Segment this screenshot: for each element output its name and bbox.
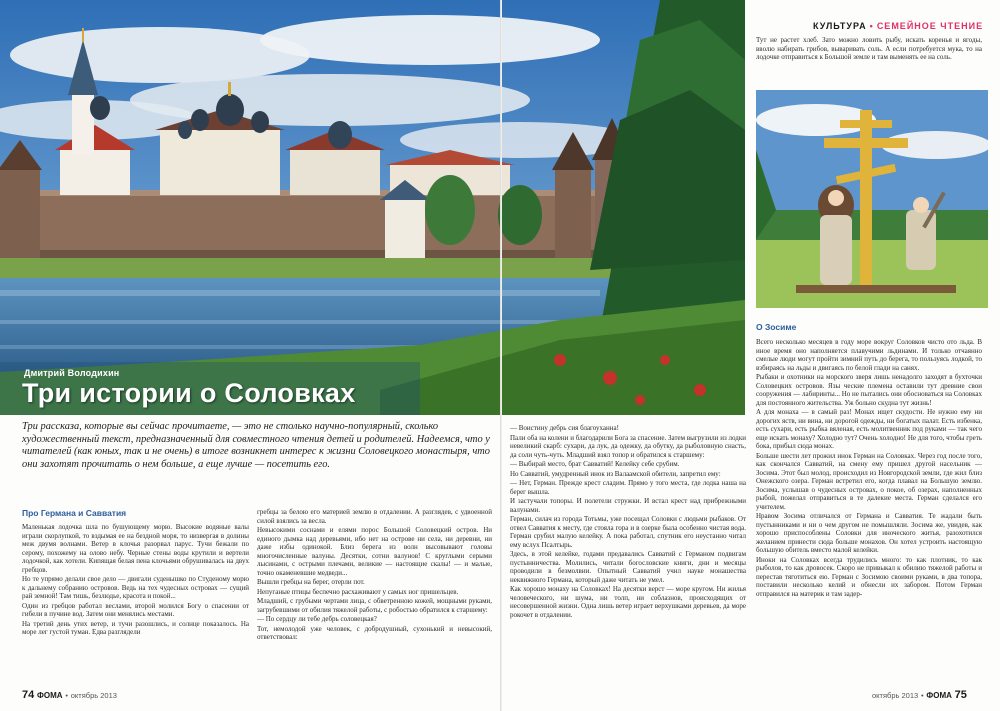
footer-separator-left: • [65, 691, 68, 700]
rubric-separator: • [869, 21, 874, 31]
paragraph: Рыбаки и охотники на морского зверя лишь ненадолго заходят в бухточки Соловецких островов. Язы ческие племена оставили тут древние свои сооружения — лабиринты... Но не пытались они обосноваться на Соловках для постоянного жительства. Уж больно скудна тут жизнь! [756, 373, 982, 407]
paragraph: Тут не растет хлеб. Зато можно ловить рыбу, искать коренья и ягоды, вволю набирать грибов, вываривать соль. А если потребуется мука, то на лодочке отправиться к Большой земле и там выменять ее на соль. [756, 36, 982, 61]
footer-left [22, 689, 117, 701]
page-gutter [500, 0, 502, 711]
paragraph: Здесь, в этой келейке, годами предавались Савватий с Германом подвигам пустынничества. Молились, читали богословские книги, дни и месяцы проводили в безмолвии. Опытный Савватий учил науке монашества неквижного Германа, который даже читать не умел. [510, 550, 746, 584]
paragraph: Всего несколько месяцев в году море вокруг Соловков чисто ото льда. В иное время оно наполняется плавучими льдинами. И только отчаянно смелые люди могут пройти зимний путь до берега, то пользуясь лодкой, то взбираясь на льды и двигаясь по белой глади на санях. [756, 338, 982, 372]
paragraph: Невысокими соснами и елями порос Большой Соловецкий остров. Ни единого дымка над деревьями, ибо нет на острове ни села, ни деревни, ни даже избы одинокой. Близ берега из волн высовывают головы многочисленные валуны. Десятки, сотни валунов! С круглыми серыми лысинами, с острыми плечами, великие — настоящие скалы! — и малые, точно окаменевшие медведи... [257, 526, 492, 577]
text-column-2 [257, 508, 492, 691]
author-byline: Дмитрий Володихин [24, 368, 120, 378]
paragraph: Как хорошо монаху на Соловках! На десятки верст — море кругом. Ни жилья человеческого, ни шума, ни толп, ни соблазнов, происходящих от несовершенной жизни. Одна лишь ветер играет верхушками деревьев, да море рокочет в отдалении. [510, 585, 746, 619]
rubric-primary: КУЛЬТУРА [813, 21, 867, 31]
page-number-right: 75 [954, 689, 967, 701]
paragraph: На третий день утих ветер, и тучи разошлись, и солнце показалось. На море лег густой туман. Едва разглядели [22, 619, 249, 636]
paragraph: Маленькая лодочка шла по бушующему морю. Высокие водяные валы играли скорлупкой, то вздымая ее на бездной моря, то низвергая в долины меж двумя волнами. Ветер в клочья разорвал парус. Тучи бежали по серому, похожему на олово небу. Черные стены воды крутили и вертели лодочкой, как хотели. Кипящая белая пена клочьями обрушивалась на двух гребцов. [22, 523, 249, 574]
page-number-left: 74 [22, 689, 35, 701]
paragraph: Пали оба на колени и благодарили Бога за спасение. Затем выгрузили из лодки невеликий скарб: сухари, да лук, да одежку, да обутку, да рыболовную снасть, да соли чуть-чуть. Младший взял топор и обратился к старшему: [510, 433, 746, 459]
paragraph: Непуганые птицы беспечно расхаживают у самых ног пришельцев. [257, 587, 459, 596]
text-column-top-right [756, 36, 982, 96]
paragraph: Иноки на Соловках всегда трудились много: то как плотник, то как рыболов, то как дровосек. Скоро не привыкал к обилию тяжелой работы и перестав тяготиться ею. Герман с Зосимою своими руками, в два топора, поставили несколько келий и обнесли их забором. Потом Герман отправился на материк и там задер- [756, 555, 982, 598]
paragraph: Вышли гребцы на берег, отерли пот. [257, 578, 365, 586]
monks-raising-cross-illustration [756, 90, 988, 308]
paragraph: Один из гребцов работал веслами, второй молился Богу о спасении от гибели в пучине вод. Затем они менялись местами. [22, 601, 249, 618]
section-rubric [813, 21, 983, 31]
paragraph: Но Савватий, умудренный инок из Валаамской обители, запретил ему: [510, 469, 721, 478]
paragraph: — По сердцу ли тебе дебрь соловецкая? [257, 615, 377, 623]
rubric-secondary: СЕМЕЙНОЕ ЧТЕНИЕ [876, 21, 984, 31]
section-heading-german-savvatiy: Про Германа и Савватия [22, 508, 127, 518]
text-column-1 [22, 523, 249, 691]
section-heading-zosima: О Зосиме [756, 322, 797, 332]
solovki-monastery-painting [0, 0, 745, 415]
text-column-3 [510, 424, 746, 700]
text-column-4 [756, 338, 982, 700]
paragraph: — Воистину дебрь сия благоуханна! [510, 424, 619, 432]
issue-date-left: октябрь 2013 [70, 691, 117, 700]
article-lead: Три рассказа, которые вы сейчас прочитаете, — это не столько научно-популярный, сколько художественный текст, предназначенный для совместного чтения детей и родителей. Надеемся, что у читателей (как юных, так и не очень) в итоге возникнет интерес к жизни Соловецкого монастыря, что они захотят прочитать о нем больше, а еще лучше — посетить его. [22, 421, 490, 470]
paragraph: — Нет, Герман. Прежде крест сладим. Прямо у того места, где лодка наша на берег вышла. [510, 479, 746, 496]
paragraph: гребцы за белою его материей землю в отдалении. А разглядев, с удвоенной силой взялись за весла. [257, 508, 492, 525]
paragraph: Нравом Зосима отличался от Германа и Савватия. Те жадали быть пустынниками и ни о чем другом не помышляли. Зосима же, увидев, как хорошо приспособлены Соловки для иноческого житья, разохотился желанием принести сюда больше монахов. Он хотел устроить настоящую большую обитель вместо малой келейки. [756, 512, 982, 554]
footer-right [872, 689, 967, 701]
magazine-name-left: ФОМА [37, 691, 63, 700]
paragraph: Больше шести лет прожил инок Герман на Соловках. Через год после того, как скончался Савватий, на смену ему пришел другой насельник — Зосима. Этот был молод, происходил из Новгородской земли, где жил близ Онежского озера. Герман встретил его, когда плавал на Большую землю. Зосима, услышав о чудесных островах, о покое, об озерах, наполненных рыбой, пожелал отправиться в те далекие места. Герман сделался его учителем. [756, 451, 982, 511]
paragraph: — Выбирай место, брат Савватий! Келейку себе срубим. [510, 460, 680, 468]
issue-date-right: октябрь 2013 [872, 691, 919, 700]
article-title: Три истории о Соловках [22, 378, 356, 408]
paragraph: Младший, с грубыми чертами лица, с обветренною кожей, мощными руками, загрубевшими от обилия тяжелой работы, с робостью обратился к старшему: [257, 597, 492, 614]
paragraph: Но те упрямо делали свое дело — двигали суденышко по Студеному морю к дальнему собранию островов. Ведь на тех чудесных островах — сущий рай земной! Там тишь, безлюдье, красота и покой... [22, 575, 249, 600]
paragraph: И застучали топоры. И полетели стружки. И встал крест над прибрежными валунами. [510, 497, 746, 514]
paragraph: Герман, силач из города Тотьмы, уже посещал Соловки с людьми рыбаков. От отвел Савватия к месту, где стояла гора и в озерке была особенно чистая вода. Герман срубил малую келейку. А пока работал, спутник его неустанно читал ему вслух Псалтырь. [510, 515, 746, 549]
magazine-name-right: ФОМА [926, 691, 952, 700]
paragraph: Тот, немолодой уже человек, с добродушный, сухонький и невысокий, ответствовал: [257, 624, 492, 641]
paragraph: А для монаха — в самый раз! Монах ищет скудости. Не нужно ему ни дорогих яств, ни вина, ни дорогой одежды, ни богатых палат. Есть избенка, есть сухари, есть рыбка вяленая, есть молитвенник под руками — так чего еще искать монаху? Холодно тут? Очень холодно! Не для того, чтобы греть бока, прибыл сюда монах. [756, 408, 982, 450]
footer-separator-right: • [920, 691, 924, 700]
